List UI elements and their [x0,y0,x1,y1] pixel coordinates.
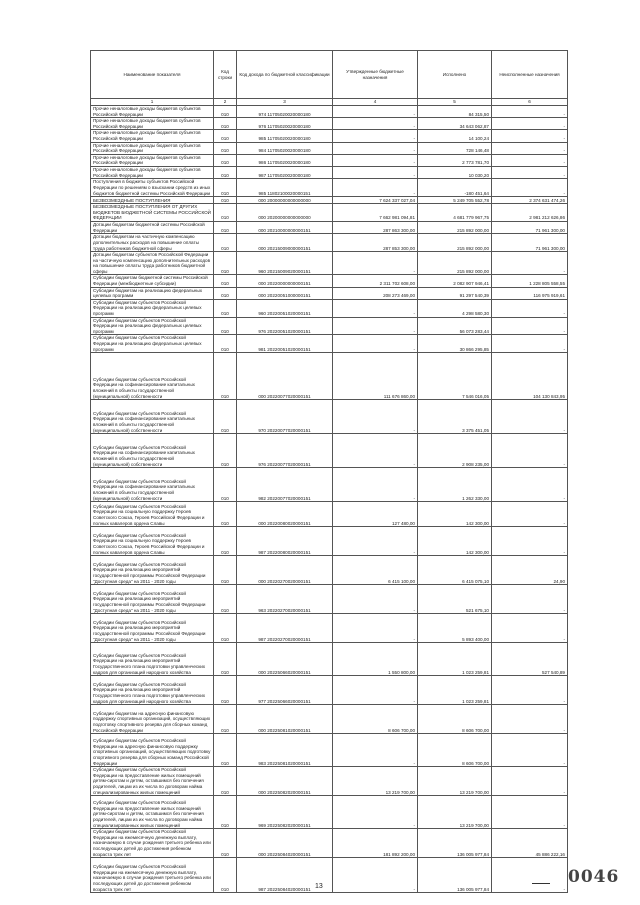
row-code: 010 [214,106,237,118]
row-kbk: 000 20220080020000151 [237,502,333,527]
row-code: 010 [214,317,237,335]
row-name: Субсидии бюджетам субъектов Российской Федерации на реализацию федеральных целевых программ [91,335,214,353]
row-code: 010 [214,221,237,233]
row-executed: 6 415 075,10 [418,556,492,585]
row-executed: 91 297 540,39 [418,287,492,299]
row-executed: 10 030,20 [418,166,492,178]
row-approved: 1 550 800,00 [333,643,418,676]
header-name: Наименование показателя [91,51,214,99]
row-kbk: 987 11705020020000180 [237,166,333,178]
row-unexecuted: - [492,676,568,705]
row-approved: - [333,130,418,142]
row-approved: - [333,796,418,829]
row-kbk: 976 20220077020000151 [237,434,333,468]
row-approved: - [333,614,418,643]
row-unexecuted: - [492,166,568,178]
row-code: 010 [214,829,237,858]
table-row [91,130,568,142]
row-code: 010 [214,585,237,614]
row-name: Субсидии бюджетам субъектов Российской Федерации на ежемесячную денежную выплату, назначаемую в случае рождения третьего ребенка или последующих детей до достижения ребенком возраста трех лет [91,858,214,893]
row-code: 010 [214,130,237,142]
row-name: Дотации бюджетам субъектов Российской Федерации на частичную компенсацию дополнительных расходов на повышение оплаты труда работников бюджетной сферы [91,252,214,275]
row-approved: 287 863 300,00 [333,221,418,233]
row-executed: 215 892 000,00 [418,252,492,275]
row-kbk: 000 20220051000000151 [237,287,333,299]
row-kbk: 000 20220000000000151 [237,275,333,287]
row-executed: 13 219 700,00 [418,767,492,796]
row-executed: 14 100,24 [418,130,492,142]
table-row [91,197,568,204]
row-executed: 30 866 295,85 [418,335,492,353]
table-row [91,166,568,178]
row-name: Субсидии бюджетам субъектов Российской Федерации на реализацию мероприятий Государственного плана подготовки управленческих кадров для организаций народного хозяйства [91,643,214,676]
row-kbk: 000 20225084020000151 [237,829,333,858]
row-kbk: 000 20000000000000000 [237,197,333,204]
row-unexecuted: - [492,734,568,767]
row-executed: 728 146,48 [418,142,492,154]
row-approved: 2 311 702 608,00 [333,275,418,287]
table-row [91,643,568,676]
row-code: 010 [214,434,237,468]
row-approved: - [333,154,418,166]
row-code: 010 [214,400,237,434]
row-code: 010 [214,118,237,130]
row-kbk: 000 20215009000000151 [237,234,333,252]
row-kbk: 963 20220270020000151 [237,585,333,614]
row-executed: 5 249 705 552,78 [418,197,492,204]
row-name: Прочие неналоговые доходы бюджетов субъектов Российской Федерации [91,106,214,118]
row-executed: 1 023 259,81 [418,643,492,676]
row-unexecuted: - [492,434,568,468]
row-executed: 4 298 580,30 [418,299,492,317]
row-name: Субсидии бюджетам субъектов Российской Федерации на реализацию мероприятий государственной программы Российской Федерации "Доступная среда" на 2011 - 2020 годы [91,585,214,614]
row-approved: - [333,858,418,893]
row-approved: - [333,434,418,468]
table-row [91,468,568,502]
row-name: Субсидии бюджетам субъектов Российской Федерации на софинансирование капитальных вложений в объекты государственной (муниципальной) собственности [91,353,214,400]
column-index: 5 [418,99,492,106]
table-row [91,317,568,335]
row-unexecuted: 71 961 300,00 [492,234,568,252]
row-executed: 142 300,00 [418,527,492,556]
row-approved: - [333,527,418,556]
budget-execution-table [90,50,568,893]
table-row [91,299,568,317]
sheet-stamp: 0046 [568,867,620,887]
row-name: Прочие неналоговые доходы бюджетов субъектов Российской Федерации [91,130,214,142]
row-approved: - [333,734,418,767]
page-number: 13 [315,883,323,890]
row-kbk: 969 20225082020000151 [237,796,333,829]
row-kbk: 984 11705020020000180 [237,142,333,154]
row-kbk: 000 20225081020000151 [237,705,333,734]
table-row [91,154,568,166]
row-unexecuted: 2 981 212 626,86 [492,204,568,222]
row-unexecuted: 527 540,89 [492,643,568,676]
row-unexecuted: - [492,106,568,118]
table-row [91,179,568,197]
row-approved: - [333,335,418,353]
row-kbk: 976 11705020020000180 [237,118,333,130]
table-row [91,221,568,233]
row-executed: 13 219 700,00 [418,796,492,829]
row-approved: 13 219 700,00 [333,767,418,796]
row-executed: 8 606 700,00 [418,734,492,767]
row-kbk: 985 11705020020000180 [237,130,333,142]
table-row [91,556,568,585]
table-row [91,287,568,299]
table-row [91,106,568,118]
table-row [91,400,568,434]
row-executed: 56 073 283,44 [418,317,492,335]
row-executed: 1 023 259,81 [418,676,492,705]
row-unexecuted: 71 961 300,00 [492,221,568,233]
row-code: 010 [214,179,237,197]
table-body [91,106,568,893]
column-index: 1 [91,99,214,106]
row-name: Субсидии бюджетам субъектов Российской Федерации на ежемесячную денежную выплату, назначаемую в случае рождения третьего ребенка или последующих детей до достижения ребенком возраста трех лет [91,829,214,858]
header-executed: Исполнено [418,51,492,99]
row-code: 010 [214,275,237,287]
row-kbk: 987 20220270020000151 [237,614,333,643]
row-approved: - [333,317,418,335]
column-index-row [91,99,568,106]
row-code: 010 [214,734,237,767]
row-unexecuted: - [492,299,568,317]
row-executed: 4 681 779 967,75 [418,204,492,222]
table-row [91,796,568,829]
row-unexecuted: - [492,468,568,502]
row-name: Субсидии бюджетам субъектов Российской Федерации на реализацию мероприятий Государственного плана подготовки управленческих кадров для организаций народного хозяйства [91,676,214,705]
row-kbk: 976 20220051020000151 [237,317,333,335]
table-row [91,275,568,287]
row-executed: 2 773 781,70 [418,154,492,166]
row-unexecuted: - [492,252,568,275]
row-approved: - [333,400,418,434]
row-name: Прочие неналоговые доходы бюджетов субъектов Российской Федерации [91,166,214,178]
header-unexecuted: Неисполненные назначения [492,51,568,99]
row-name: Субсидии бюджетам субъектов Российской Федерации на софинансирование капитальных вложений в объекты государственной (муниципальной) собственности [91,468,214,502]
table-row [91,353,568,400]
row-unexecuted: - [492,179,568,197]
table-row [91,118,568,130]
row-executed: 215 892 000,00 [418,234,492,252]
row-approved: 111 676 860,00 [333,353,418,400]
row-unexecuted: - [492,400,568,434]
row-code: 010 [214,252,237,275]
row-name: Субсидии бюджетам субъектов Российской Федерации на реализацию федеральных целевых программ [91,317,214,335]
column-index: 2 [214,99,237,106]
row-approved: - [333,142,418,154]
row-name: Субсидии бюджетам субъектов Российской Федерации на социальную поддержку Героев Советского Союза, Героев Российской Федерации и полных кавалеров ордена Славы [91,502,214,527]
column-index: 3 [237,99,333,106]
row-executed: 521 675,10 [418,585,492,614]
header-code: Код строки [214,51,237,99]
row-kbk: 986 11705020020000180 [237,154,333,166]
row-approved: 7 624 337 027,04 [333,197,418,204]
row-code: 010 [214,614,237,643]
row-unexecuted: - [492,335,568,353]
row-code: 010 [214,643,237,676]
row-unexecuted: - [492,527,568,556]
row-kbk: 960 20220051020000151 [237,299,333,317]
row-name: Субсидии бюджетам бюджетной системы Российской Федерации (межбюджетные субсидии) [91,275,214,287]
row-unexecuted: - [492,858,568,893]
row-code: 010 [214,234,237,252]
row-name: Субсидии бюджетам субъектов Российской Федерации на реализацию мероприятий государственной программы Российской Федерации "Доступная среда" на 2011 - 2020 годы [91,614,214,643]
row-unexecuted: - [492,502,568,527]
row-approved: 287 853 300,00 [333,234,418,252]
row-code: 010 [214,676,237,705]
row-code: 010 [214,767,237,796]
table-row [91,614,568,643]
row-kbk: 977 20225066020000151 [237,676,333,705]
table-header-row [91,51,568,99]
table-row [91,234,568,252]
row-approved: 6 415 100,00 [333,556,418,585]
row-code: 010 [214,287,237,299]
row-unexecuted: - [492,767,568,796]
row-name: Субсидии бюджетам на адресную финансовую поддержку спортивных организаций, осуществляющих подготовку спортивного резерва для сборных команд Российской Федерации [91,705,214,734]
row-name: Субсидии бюджетам субъектов Российской Федерации на предоставление жилых помещений детям-сиротам и детям, оставшимся без попечения родителей, лицам из их числа по договорам найма специализированных жилых помещений [91,796,214,829]
table-row [91,858,568,893]
row-kbk: 983 20225081020000151 [237,734,333,767]
row-kbk: 000 20220270020000151 [237,556,333,585]
row-kbk: 985 11802100020000151 [237,179,333,197]
table-row [91,335,568,353]
row-code: 010 [214,796,237,829]
row-kbk: 982 20220077020000151 [237,468,333,502]
row-name: Субсидии бюджетам субъектов Российской Федерации на реализацию мероприятий государственной программы Российской Федерации "Доступная среда" на 2011 - 2020 годы [91,556,214,585]
column-index: 6 [492,99,568,106]
row-code: 010 [214,142,237,154]
row-kbk: 974 11705020020000180 [237,106,333,118]
row-approved: - [333,676,418,705]
row-code: 010 [214,197,237,204]
row-approved: - [333,166,418,178]
table-row [91,585,568,614]
row-unexecuted: 2 374 631 474,26 [492,197,568,204]
row-kbk: 960 20215009020000151 [237,252,333,275]
table-row [91,252,568,275]
row-unexecuted: 24,90 [492,556,568,585]
table-row [91,142,568,154]
row-name: Субсидии бюджетам субъектов Российской Федерации на реализацию федеральных целевых программ [91,299,214,317]
row-name: БЕЗВОЗМЕЗДНЫЕ ПОСТУПЛЕНИЯ [91,197,214,204]
row-code: 010 [214,527,237,556]
row-approved: - [333,299,418,317]
row-executed: -180 451,64 [418,179,492,197]
table-row [91,734,568,767]
row-unexecuted: - [492,585,568,614]
row-name: Прочие неналоговые доходы бюджетов субъектов Российской Федерации [91,118,214,130]
row-kbk: 000 20210000000000151 [237,221,333,233]
row-kbk: 970 20220077020000151 [237,400,333,434]
row-executed: 1 262 330,00 [418,468,492,502]
row-name: Субсидии бюджетам субъектов Российской Федерации на софинансирование капитальных вложений в объекты государственной (муниципальной) собственности [91,434,214,468]
table-row [91,705,568,734]
row-name: Субсидии бюджетам субъектов Российской Федерации на софинансирование капитальных вложений в объекты государственной (муниципальной) собственности [91,400,214,434]
row-approved: - [333,585,418,614]
row-kbk: 987 20220080020000151 [237,527,333,556]
header-approved: Утвержденные бюджетные назначения [333,51,418,99]
row-unexecuted: 1 228 805 558,55 [492,275,568,287]
row-approved: - [333,118,418,130]
table-row [91,676,568,705]
row-kbk: 981 20220051020000151 [237,335,333,353]
row-name: Дотации бюджетам на частичную компенсацию дополнительных расходов на повышение оплаты труда работников бюджетной сферы [91,234,214,252]
row-executed: 8 606 700,00 [418,705,492,734]
row-unexecuted: 45 886 222,16 [492,829,568,858]
row-kbk: 000 20200000000000000 [237,204,333,222]
row-kbk: 000 20225066020000151 [237,643,333,676]
row-code: 010 [214,468,237,502]
row-approved: - [333,468,418,502]
row-executed: 136 005 977,84 [418,829,492,858]
row-code: 010 [214,858,237,893]
row-name: БЕЗВОЗМЕЗДНЫЕ ПОСТУПЛЕНИЯ ОТ ДРУГИХ БЮДЖЕТОВ БЮДЖЕТНОЙ СИСТЕМЫ РОССИЙСКОЙ ФЕДЕРАЦИИ [91,204,214,222]
header-kbk: Код дохода по бюджетной классификации [237,51,333,99]
row-approved: 127 480,00 [333,502,418,527]
table-row [91,829,568,858]
row-unexecuted: - [492,614,568,643]
row-approved: 8 606 700,00 [333,705,418,734]
table-row [91,767,568,796]
row-name: Дотации бюджетам бюджетной системы Российской Федерации [91,221,214,233]
row-unexecuted: - [492,317,568,335]
row-code: 010 [214,154,237,166]
row-executed: 84 315,50 [418,106,492,118]
row-code: 010 [214,705,237,734]
row-unexecuted: - [492,118,568,130]
row-code: 010 [214,335,237,353]
row-unexecuted: - [492,705,568,734]
table-row [91,527,568,556]
row-name: Прочие неналоговые доходы бюджетов субъектов Российской Федерации [91,154,214,166]
row-name: Субсидии бюджетам на реализацию федеральных целевых программ [91,287,214,299]
row-name: Прочие неналоговые доходы бюджетов субъектов Российской Федерации [91,142,214,154]
row-code: 010 [214,166,237,178]
row-approved: - [333,106,418,118]
row-executed: 2 082 907 946,41 [418,275,492,287]
row-code: 010 [214,204,237,222]
row-kbk: 000 20220077020000151 [237,353,333,400]
row-executed: 136 005 977,84 [418,858,492,893]
row-name: Субсидии бюджетам субъектов Российской Федерации на социальную поддержку Героев Советского Союза, Героев Российской Федерации и полных кавалеров ордена Славы [91,527,214,556]
row-kbk: 987 20225084020000151 [237,858,333,893]
stamp-dash [532,883,550,884]
row-approved: 181 892 200,00 [333,829,418,858]
row-code: 010 [214,502,237,527]
row-kbk: 000 20225082020000151 [237,767,333,796]
row-executed: 5 893 400,00 [418,614,492,643]
row-executed: 34 643 062,87 [418,118,492,130]
column-index: 4 [333,99,418,106]
row-unexecuted: - [492,130,568,142]
row-name: Субсидии бюджетам субъектов Российской Федерации на адресную финансовую поддержку спортивных организаций, осуществляющих подготовку спортивного резерва для сборных команд Российской Федерации [91,734,214,767]
row-unexecuted: 104 130 843,95 [492,353,568,400]
row-unexecuted: - [492,142,568,154]
row-executed: 142 300,00 [418,502,492,527]
table-row [91,434,568,468]
row-executed: 2 908 235,00 [418,434,492,468]
row-unexecuted: 116 975 919,61 [492,287,568,299]
row-approved: 7 662 981 094,81 [333,204,418,222]
table-row [91,204,568,222]
row-name: Поступления в бюджеты субъектов Российской Федерации по решениям о взыскании средств из иных бюджетов бюджетной системы Российской Федерации [91,179,214,197]
row-approved: 208 273 469,00 [333,287,418,299]
row-name: Субсидии бюджетам субъектов Российской Федерации на предоставление жилых помещений детям-сиротам и детям, оставшимся без попечения родителей, лицам из их числа по договорам найма специализированных жилых помещений [91,767,214,796]
row-executed: 3 375 451,05 [418,400,492,434]
table-row [91,502,568,527]
row-unexecuted: - [492,154,568,166]
row-code: 010 [214,353,237,400]
row-code: 010 [214,299,237,317]
row-approved: - [333,179,418,197]
row-unexecuted: - [492,796,568,829]
row-executed: 215 892 000,00 [418,221,492,233]
row-executed: 7 546 016,05 [418,353,492,400]
row-approved: - [333,252,418,275]
row-code: 010 [214,556,237,585]
